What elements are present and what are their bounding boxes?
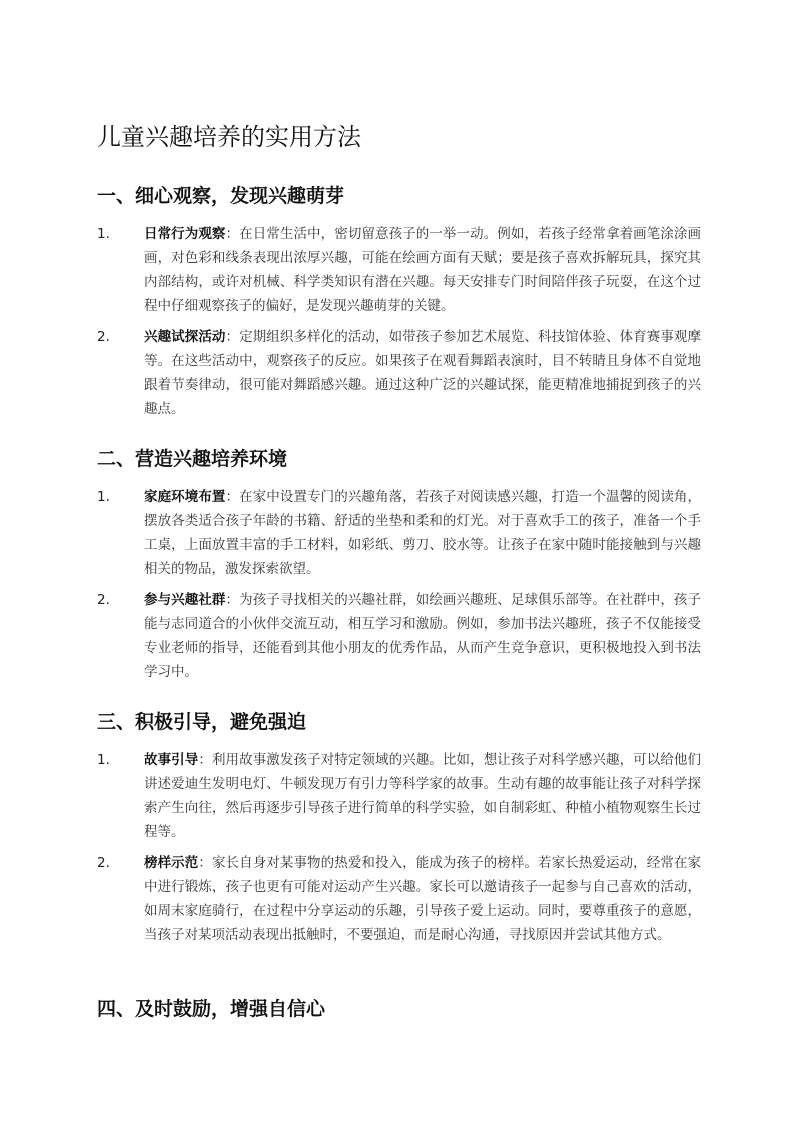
list-item-body: ：在日常生活中，密切留意孩子的一举一动。例如，若孩子经常拿着画笔涂涂画画，对色彩和线条表现出浓厚兴趣，可能在绘画方面有天赋；要是孩子喜欢拆解玩具，探究其内部结构，或许对机械、科学类知识有潜在兴趣。每天安排专门时间陪伴孩子玩耍，在这个过程中仔细观察孩子的偏好，是发现兴趣萌芽的关键。 bbox=[144, 226, 702, 314]
list-item-number: 1. bbox=[97, 752, 110, 768]
document-title: 儿童兴趣培养的实用方法 bbox=[97, 123, 361, 151]
section-heading-environment: 二、营造兴趣培养环境 bbox=[97, 448, 288, 470]
section-heading-guidance: 三、积极引导，避免强迫 bbox=[97, 711, 307, 733]
list-item-text bbox=[144, 851, 701, 947]
list-item-text bbox=[144, 325, 701, 421]
list-item-text bbox=[144, 588, 701, 684]
list-item-term: 兴趣试探活动 bbox=[144, 329, 226, 345]
list-item-number: 2. bbox=[97, 592, 110, 608]
list-item-term: 故事引导 bbox=[144, 752, 199, 768]
list-item-body: ：为孩子寻找相关的兴趣社群，如绘画兴趣班、足球俱乐部等。在社群中，孩子能与志同道合的小伙伴交流互动，相互学习和激励。例如，参加书法兴趣班，孩子不仅能接受专业老师的指导，还能看到其他小朋友的优秀作品，从而产生竞争意识，更积极地投入到书法学习中。 bbox=[144, 592, 702, 680]
list-item-body: ：家长自身对某事物的热爱和投入，能成为孩子的榜样。若家长热爱运动，经常在家中进行锻炼，孩子也更有可能对运动产生兴趣。家长可以邀请孩子一起参与自己喜欢的活动，如周末家庭骑行，在过程中分享运动的乐趣，引导孩子爱上运动。同时，要尊重孩子的意愿，当孩子对某项活动表现出抵触时，不要强迫，而是耐心沟通，寻找原因并尝试其他方式。 bbox=[144, 855, 702, 943]
list-item-text bbox=[144, 222, 701, 318]
list-item-body: ：定期组织多样化的活动，如带孩子参加艺术展览、科技馆体验、体育赛事观摩等。在这些活动中，观察孩子的反应。如果孩子在观看舞蹈表演时，目不转睛且身体不自觉地跟着节奏律动，很可能对舞蹈感兴趣。通过这种广泛的兴趣试探，能更精准地捕捉到孩子的兴趣点。 bbox=[144, 329, 702, 417]
list-item-number: 1. bbox=[97, 226, 110, 242]
list-item-text bbox=[144, 748, 701, 844]
list-item-term: 家庭环境布置 bbox=[144, 489, 226, 505]
list-item-number: 2. bbox=[97, 329, 110, 345]
list-item-number: 2. bbox=[97, 855, 110, 871]
list-item-body: ：在家中设置专门的兴趣角落，若孩子对阅读感兴趣，打造一个温馨的阅读角，摆放各类适合孩子年龄的书籍、舒适的坐垫和柔和的灯光。对于喜欢手工的孩子，准备一个手工桌，上面放置丰富的手工材料，如彩纸、剪刀、胶水等。让孩子在家中随时能接触到与兴趣相关的物品，激发探索欲望。 bbox=[144, 489, 702, 577]
list-item-text bbox=[144, 485, 701, 581]
list-item-body: ：利用故事激发孩子对特定领域的兴趣。比如，想让孩子对科学感兴趣，可以给他们讲述爱迪生发明电灯、牛顿发现万有引力等科学家的故事。生动有趣的故事能让孩子对科学探索产生向往，然后再逐步引导孩子进行简单的科学实验，如自制彩虹、种植小植物观察生长过程等。 bbox=[144, 752, 702, 840]
list-item-term: 榜样示范 bbox=[144, 855, 199, 871]
list-item-number: 1. bbox=[97, 489, 110, 505]
list-item-term: 日常行为观察 bbox=[144, 226, 226, 242]
section-heading-encourage: 四、及时鼓励，增强自信心 bbox=[97, 998, 326, 1020]
list-item-term: 参与兴趣社群 bbox=[144, 592, 226, 608]
section-heading-observe: 一、细心观察，发现兴趣萌芽 bbox=[97, 185, 345, 207]
